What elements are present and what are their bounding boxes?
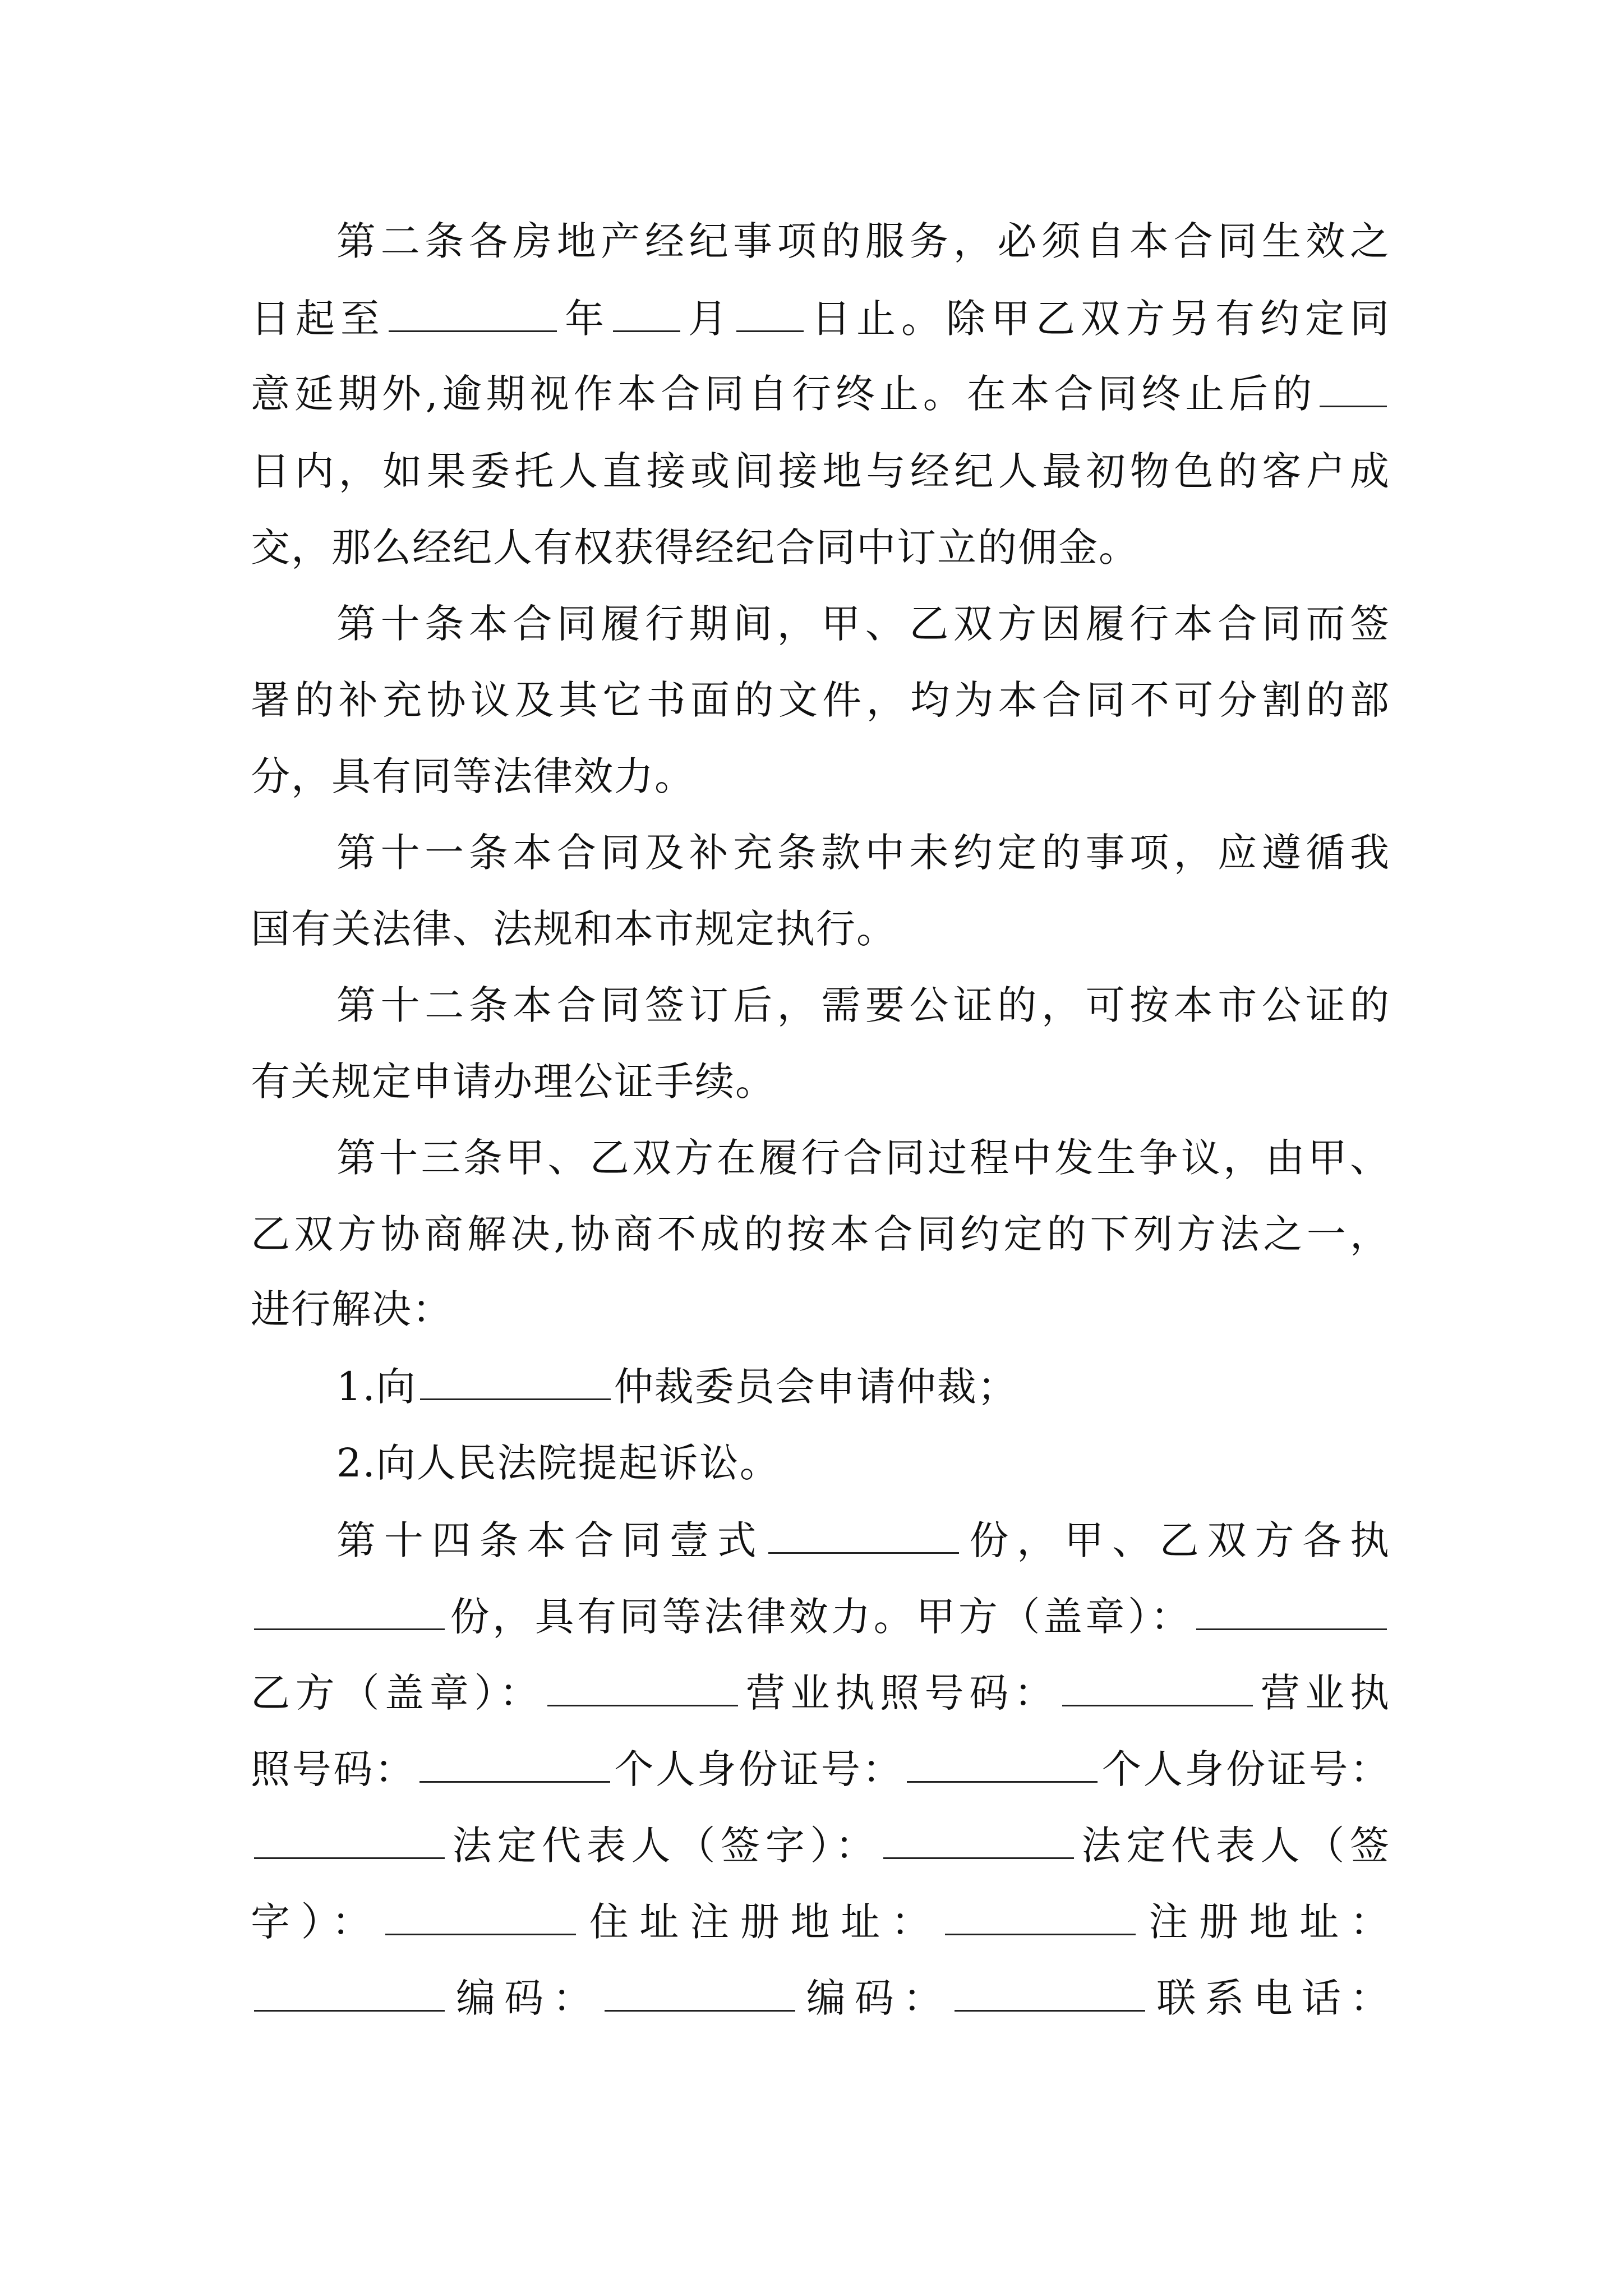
list-item-1 [336,1359,1390,1415]
text: 编码： [448,1975,601,2021]
blank-postcode-b [955,1975,1145,2012]
text: 第十二条本合同签订后，需要公证的，可按本市公证的 [336,982,1390,1028]
blank-postcode-a [605,1975,795,2012]
text: 注册地址： [1138,1899,1390,1945]
paragraph-14-line-5 [251,1818,1390,1874]
text: 第十条本合同履行期间，甲、乙双方因履行本合同而签 [336,601,1390,647]
paragraph-14-line-7 [251,1970,1390,2026]
blank-year [389,296,557,332]
paragraph-14-line-3 [251,1665,1390,1721]
text: 有关规定申请办理公证手续。 [251,1059,776,1105]
text: 署的补充协议及其它书面的文件，均为本合同不可分割的部 [251,677,1390,723]
text: 营业执 [1256,1670,1391,1716]
text: 仲裁委员会申请仲裁； [614,1364,1018,1410]
text: 年 [560,296,610,342]
paragraph-12-line-2 [251,1053,1390,1110]
text: 1.向 [336,1364,417,1410]
text: 住址注册地址： [579,1899,942,1945]
blank-id-a [907,1746,1098,1783]
blank-day [736,296,804,332]
blank-days [1320,371,1387,407]
paragraph-10-line-1 [336,596,1390,652]
text: 联系电话： [1149,1975,1391,2021]
paragraph-2-line-1 [336,213,1390,269]
blank-party-b-seal [547,1670,738,1706]
blank-copies [768,1517,959,1554]
paragraph-14-line-4 [251,1741,1390,1797]
blank-rep-b [385,1899,576,1935]
text: 法定代表人（签字）： [448,1823,880,1869]
text: 第十三条甲、乙双方在履行合同过程中发生争议，由甲、 [336,1135,1390,1181]
paragraph-12-line-1 [336,977,1390,1033]
blank-arbitration [420,1364,611,1400]
text: 第二条各房地产经纪事项的服务，必须自本合同生效之 [336,218,1390,264]
text: 月 [684,296,733,342]
text: 个人身份证号： [1101,1746,1391,1792]
text: 乙双方协商解决,协商不成的按本合同约定的下列方法之一， [251,1211,1390,1257]
blank-rep-a [883,1823,1074,1859]
paragraph-11-line-2 [251,901,1390,957]
paragraph-10-line-3 [251,748,1390,804]
blank-address-b [254,1975,445,2012]
text: 交，那么经纪人有权获得经纪合同中订立的佣金。 [251,524,1139,570]
text: 2.向人民法院提起诉讼。 [336,1440,780,1486]
text: 编码： [798,1975,952,2021]
text: 分，具有同等法律效力。 [251,753,695,799]
text: 意延期外,逾期视作本合同自行终止。在本合同终止后的 [251,371,1316,417]
text: 第十一条本合同及补充条款中未约定的事项，应遵循我 [336,830,1390,876]
blank-address-a [945,1899,1136,1935]
text: 营业执照号码： [741,1670,1059,1716]
blank-party-a-seal [1196,1594,1387,1630]
paragraph-13-line-3 [251,1281,1390,1337]
text: 法定代表人（签 [1077,1823,1391,1869]
text: 国有关法律、法规和本市规定执行。 [251,906,897,952]
text: 日起至 [251,296,385,342]
text: 个人身份证号： [613,1746,904,1792]
text: 第十四条本合同壹式 [336,1517,765,1563]
paragraph-2-line-4 [251,443,1390,499]
text: 照号码： [251,1746,416,1792]
text: 份，甲、乙双方各执 [962,1517,1390,1563]
text: 日止。除甲乙双方另有约定同 [807,296,1390,342]
blank-copies-each [254,1594,445,1630]
paragraph-11-line-1 [336,825,1390,881]
text: 进行解决： [251,1286,453,1332]
paragraph-14-line-1 [336,1512,1390,1568]
text: 乙方（盖章）： [251,1670,545,1716]
list-item-2 [336,1435,1390,1491]
text: 份，具有同等法律效力。甲方（盖章）： [448,1594,1193,1640]
blank-license-b [419,1746,610,1783]
paragraph-13-line-2 [251,1206,1390,1262]
text: 日内，如果委托人直接或间接地与经纪人最初物色的客户成 [251,448,1390,494]
paragraph-10-line-2 [251,672,1390,728]
paragraph-14-line-6 [251,1894,1390,1950]
paragraph-2-line-5 [251,519,1390,576]
text: 字）： [251,1899,382,1945]
blank-id-b [254,1823,445,1859]
paragraph-2-line-3 [251,366,1390,422]
paragraph-2-line-2 [251,291,1390,347]
blank-license-a [1062,1670,1253,1706]
paragraph-13-line-1 [336,1130,1390,1186]
blank-month [613,296,680,332]
paragraph-14-line-2 [251,1589,1390,1645]
